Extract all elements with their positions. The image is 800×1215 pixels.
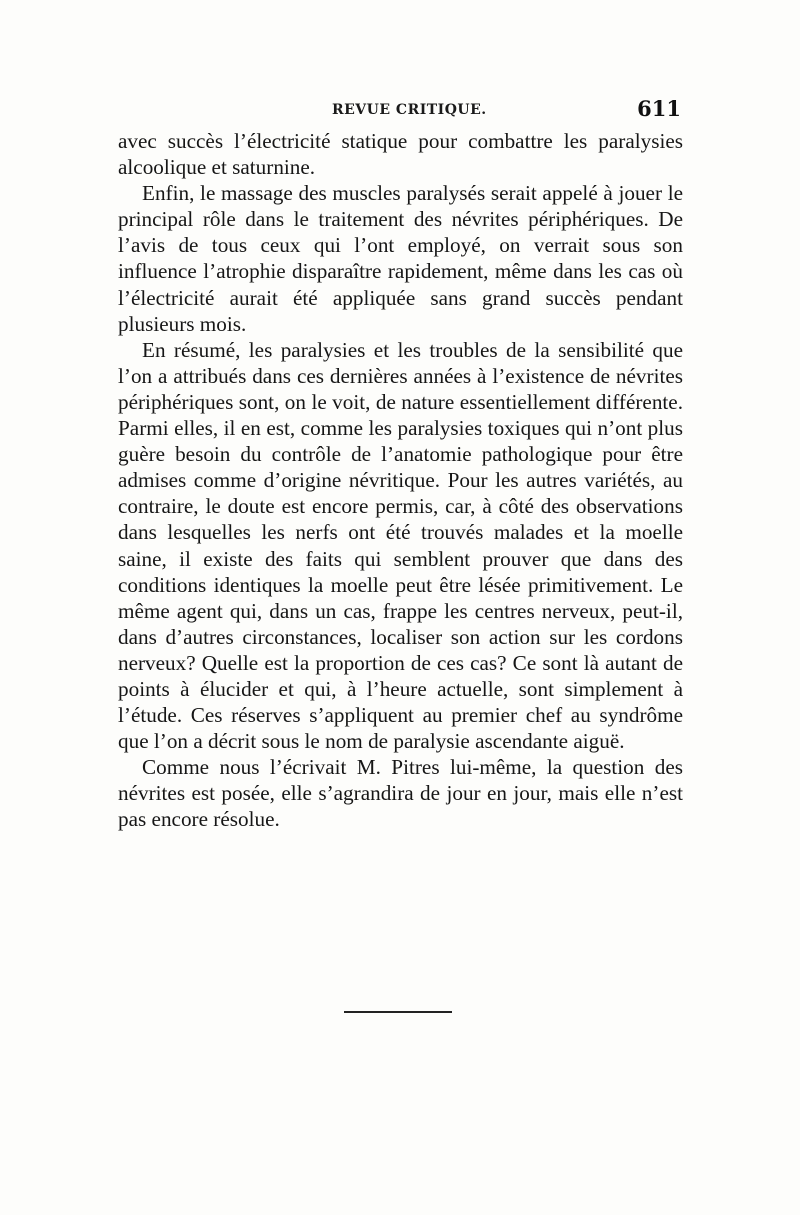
paragraph-conclusion: Comme nous l’écrivait M. Pitres lui-même, la question des névrites est posée, elle s’agrandira de jour en jour, mais elle n’est pas encore résolue. bbox=[118, 755, 683, 832]
section-end-rule bbox=[344, 1011, 452, 1013]
body-text bbox=[118, 128, 683, 833]
paragraph-summary: En résumé, les paralysies et les troubles de la sensibilité que l’on a attribués dans ces dernières années à l’existence de névrites périphériques sont, on le voit, de nature essentiellement différente. Parmi elles, il en est, comme les paralysies toxiques qui n’ont plus guère besoin du contrôle de l’anatomie pathologique pour être admises comme d’origine névritique. Pour les autres variétés, au contraire, le doute est encore permis, car, à côté des observations dans lesquelles les nerfs ont été trouvés malades et la moelle saine, il existe des faits qui semblent prouver que dans des conditions identiques la moelle peut être lésée primitivement. Le même agent qui, dans un cas, frappe les centres nerveux, peut-il, dans d’autres circonstances, localiser son action sur les cordons nerveux? Quelle est la proportion de ces cas? Ce sont là autant de points à élucider et qui, à l’heure actuelle, sont simplement à l’étude. Ces réserves s’appliquent au premier chef au syndrôme que l’on a décrit sous le nom de paralysie ascendante aiguë. bbox=[118, 337, 683, 754]
page-number: 611 bbox=[637, 96, 681, 121]
running-title: REVUE CRITIQUE. bbox=[332, 102, 487, 118]
page-header bbox=[118, 98, 683, 126]
paragraph-continuation: avec succès l’électricité statique pour combattre les paralysies alcoolique et saturnine. bbox=[118, 129, 683, 180]
paragraph-massage: Enfin, le massage des muscles paralysés serait appelé à jouer le principal rôle dans le traitement des névrites périphériques. De l’avis de tous ceux qui l’ont employé, on verrait sous son influence l’atrophie disparaître rapidement, même dans les cas où l’électricité aurait été appliquée sans grand succès pendant plusieurs mois. bbox=[118, 181, 683, 336]
